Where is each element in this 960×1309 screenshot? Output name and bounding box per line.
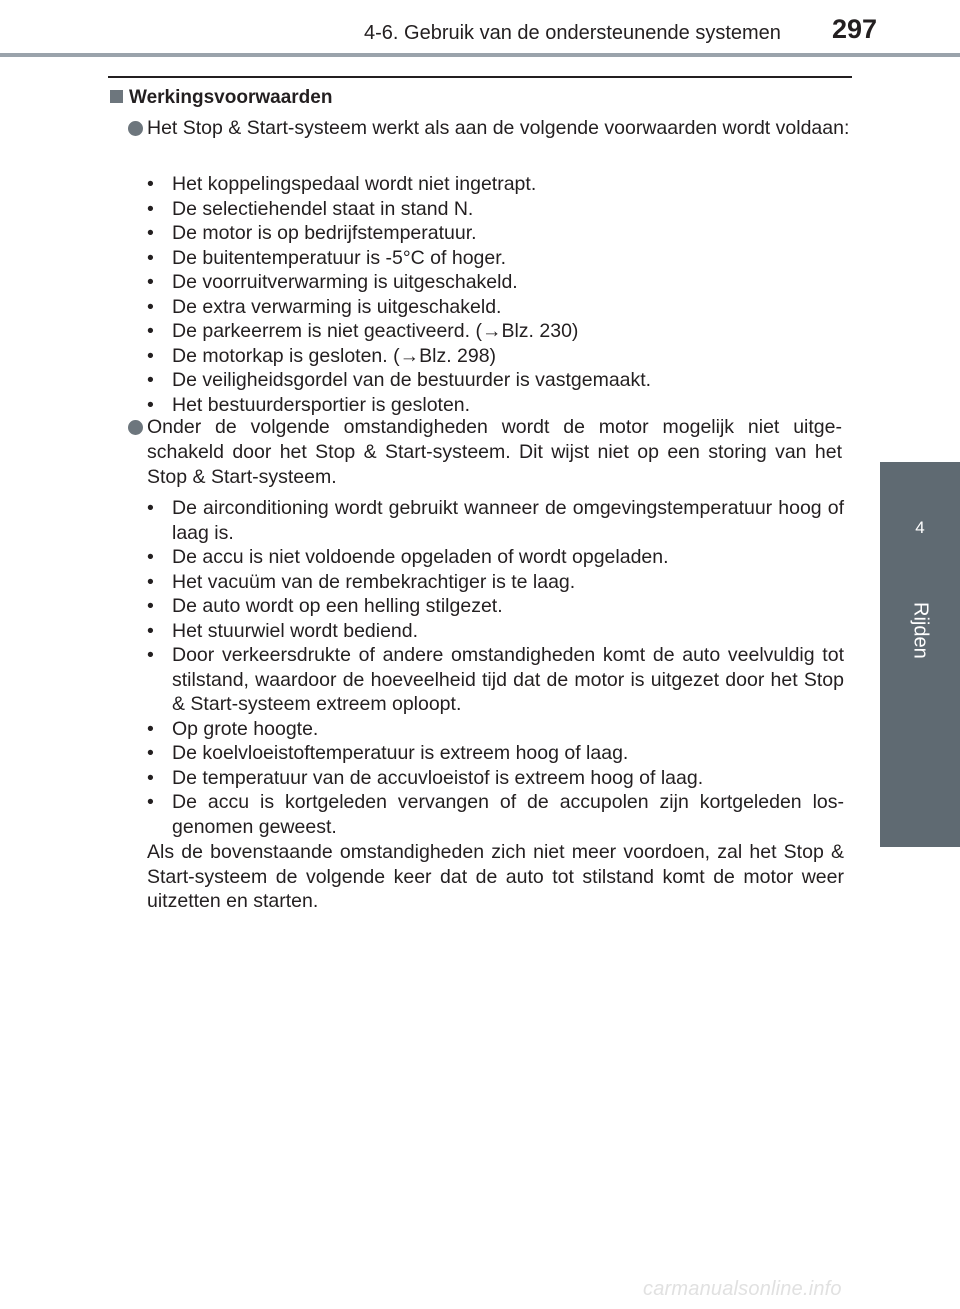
list-item: • De extra verwarming is uitgeschakeld. (147, 295, 844, 320)
list-item: • Het koppelingspedaal wordt niet ingetrapt. (147, 172, 844, 197)
list-item: • Het bestuurdersportier is gesloten. (147, 393, 844, 418)
section-heading-text: Werkingsvoorwaarden (129, 87, 333, 108)
list-item: • De voorruitverwarming is uitgeschakeld. (147, 270, 844, 295)
list-item: • De koelvloeistoftemperatuur is extreem hoog of laag. (147, 741, 844, 766)
list-item: • De veiligheidsgordel van de bestuurder is vastgemaakt. (147, 368, 844, 393)
section-rule (108, 76, 852, 78)
intro-paragraph-1: Het Stop & Start-systeem werkt als aan de volgende voorwaarden wordt voldaan: (147, 117, 850, 139)
header-title: 4-6. Gebruik van de ondersteunende systemen (364, 22, 781, 44)
list-item: • De airconditioning wordt gebruikt wanneer de omgevingstemperatuur hoog of laag is. (147, 496, 844, 545)
list-item: • De motorkap is gesloten. (→Blz. 298) (147, 344, 844, 369)
page-number: 297 (832, 14, 878, 44)
circle-bullet-icon (128, 420, 143, 435)
list-item: • Door verkeersdrukte of andere omstandigheden komt de auto veelvuldig tot stilstand, waardoor de hoeveelheid tijd dat de motor is uitgezet door het Stop & Start-systeem extreem oploopt. (147, 643, 844, 717)
list-item: • De temperatuur van de accuvloeistof is extreem hoog of laag. (147, 766, 844, 791)
list-item: • De selectiehendel staat in stand N. (147, 197, 844, 222)
intro-paragraph-2: Onder de volgende omstandigheden wordt de motor mogelijk niet uitge-schakeld door het Stop & Start-systeem. Dit wijst niet op een storing van het Stop & Start-systeem. (147, 416, 842, 488)
square-bullet-icon (110, 90, 123, 103)
chapter-number: 4 (915, 518, 925, 537)
list-item: • De accu is kortgeleden vervangen of de accupolen zijn kortgeleden los-genomen geweest. (147, 790, 844, 839)
list-item: • De auto wordt op een helling stilgezet. (147, 594, 844, 619)
list-item: • De motor is op bedrijfstemperatuur. (147, 221, 844, 246)
chapter-tab[interactable] (880, 462, 960, 847)
list-item: • Het stuurwiel wordt bediend. (147, 619, 844, 644)
list-item: • De accu is niet voldoende opgeladen of wordt opgeladen. (147, 545, 844, 570)
section-heading (110, 87, 332, 109)
list-item: • Het vacuüm van de rembekrachtiger is te laag. (147, 570, 844, 595)
circle-bullet-icon (128, 121, 143, 136)
watermark-text: carmanualsonline.info (643, 1278, 842, 1300)
header-rule (0, 53, 960, 57)
list-item: • De parkeerrem is niet geactiveerd. (→Blz. 230) (147, 319, 844, 344)
chapter-label: Rijden (909, 602, 932, 659)
list-item: • Op grote hoogte. (147, 717, 844, 742)
closing-paragraph: Als de bovenstaande omstandigheden zich niet meer voordoen, zal het Stop & Start-systeem de volgende keer dat de auto tot stilstand komt de motor weer uitzetten en starten. (147, 841, 844, 912)
conditions-list (147, 172, 844, 417)
list-item: • De buitentemperatuur is -5°C of hoger. (147, 246, 844, 271)
circumstances-list (147, 496, 844, 839)
